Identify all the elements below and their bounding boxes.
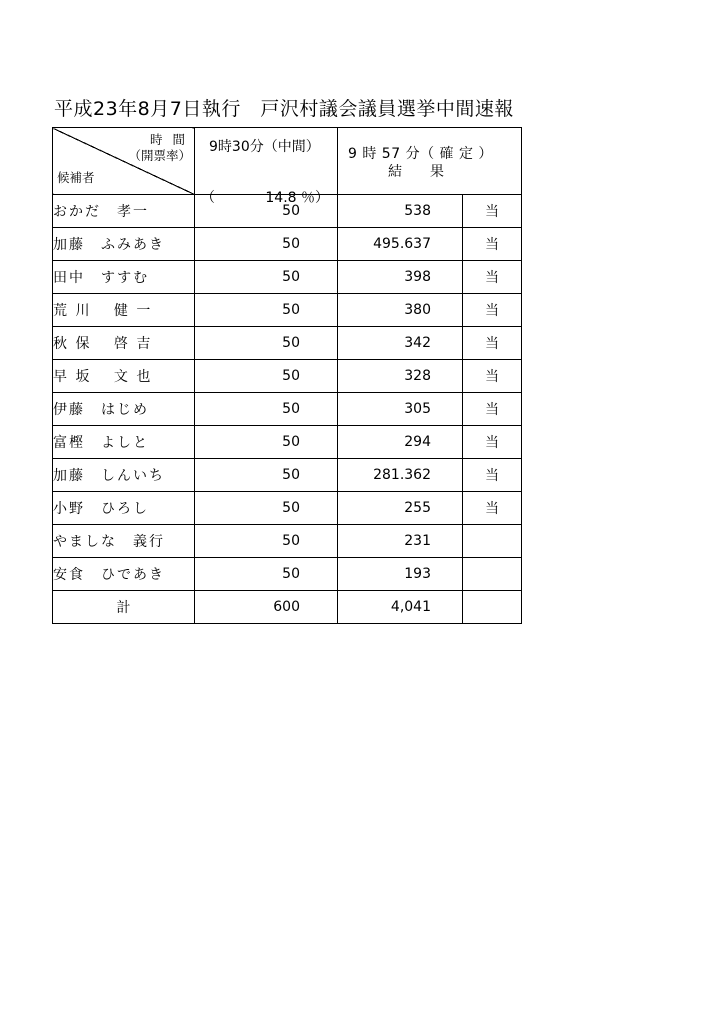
total-interim-votes: 600 bbox=[195, 591, 338, 624]
total-final-votes: 4,041 bbox=[338, 591, 463, 624]
table-row bbox=[53, 360, 522, 393]
final-votes: 398 bbox=[338, 261, 463, 294]
elected-mark: 当 bbox=[463, 459, 522, 492]
elected-mark: 当 bbox=[463, 492, 522, 525]
interim-votes: 50 bbox=[195, 261, 338, 294]
interim-rate-paren: （ bbox=[201, 190, 215, 206]
interim-time: 9時30分（中間） bbox=[209, 139, 320, 155]
elected-mark: 当 bbox=[463, 294, 522, 327]
interim-votes: 50 bbox=[195, 294, 338, 327]
table-row bbox=[53, 459, 522, 492]
page-title: 平成23年8月7日執行 戸沢村議会議員選挙中間速報 bbox=[54, 98, 514, 120]
final-votes: 328 bbox=[338, 360, 463, 393]
candidate-name: 加藤 ふみあき bbox=[53, 228, 195, 261]
interim-votes: 50 bbox=[195, 228, 338, 261]
candidate-name: 安食 ひであき bbox=[53, 558, 195, 591]
elected-mark: 当 bbox=[463, 327, 522, 360]
header-diagonal-cell bbox=[53, 128, 195, 195]
candidate-name: 荒 川 健 一 bbox=[53, 294, 195, 327]
final-votes: 495.637 bbox=[338, 228, 463, 261]
table-row bbox=[53, 558, 522, 591]
table-row bbox=[53, 228, 522, 261]
table-row bbox=[53, 393, 522, 426]
final-votes: 231 bbox=[338, 525, 463, 558]
table-row bbox=[53, 327, 522, 360]
elected-mark: 当 bbox=[463, 195, 522, 228]
table-row bbox=[53, 294, 522, 327]
interim-votes: 50 bbox=[195, 360, 338, 393]
table-row bbox=[53, 261, 522, 294]
candidate-name: 早 坂 文 也 bbox=[53, 360, 195, 393]
table-row bbox=[53, 426, 522, 459]
table-row bbox=[53, 492, 522, 525]
elected-mark: 当 bbox=[463, 261, 522, 294]
candidate-name: 小野 ひろし bbox=[53, 492, 195, 525]
interim-rate-value: 14.8 ％） bbox=[265, 190, 329, 206]
candidate-name: おかだ 孝一 bbox=[53, 195, 195, 228]
total-row bbox=[53, 591, 522, 624]
final-votes: 281.362 bbox=[338, 459, 463, 492]
final-time: 9 時 57 分（ 確 定 ） bbox=[348, 146, 493, 162]
elected-mark bbox=[463, 525, 522, 558]
header-time-label: 時 間 bbox=[150, 132, 188, 147]
final-votes: 294 bbox=[338, 426, 463, 459]
interim-votes: 50 bbox=[195, 459, 338, 492]
candidate-name: 田中 すすむ bbox=[53, 261, 195, 294]
elected-mark: 当 bbox=[463, 393, 522, 426]
candidate-name: 富樫 よしと bbox=[53, 426, 195, 459]
header-final-column bbox=[338, 128, 522, 195]
table-row bbox=[53, 525, 522, 558]
interim-votes: 50 bbox=[195, 327, 338, 360]
final-votes: 193 bbox=[338, 558, 463, 591]
interim-votes: 50 bbox=[195, 558, 338, 591]
interim-votes: 50 bbox=[195, 426, 338, 459]
interim-votes: 50 bbox=[195, 525, 338, 558]
total-mark bbox=[463, 591, 522, 624]
final-result-label: 結 果 bbox=[388, 164, 444, 180]
interim-votes: 50 bbox=[195, 195, 338, 228]
total-label: 計 bbox=[53, 591, 195, 624]
header-interim-column bbox=[195, 128, 338, 206]
results-table bbox=[52, 127, 522, 624]
final-votes: 538 bbox=[338, 195, 463, 228]
elected-mark: 当 bbox=[463, 228, 522, 261]
header-candidate-label: 候補者 bbox=[57, 170, 95, 185]
candidate-name: やましな 義行 bbox=[53, 525, 195, 558]
elected-mark bbox=[463, 558, 522, 591]
final-votes: 342 bbox=[338, 327, 463, 360]
elected-mark: 当 bbox=[463, 426, 522, 459]
interim-votes: 50 bbox=[195, 393, 338, 426]
candidate-name: 加藤 しんいち bbox=[53, 459, 195, 492]
interim-votes: 50 bbox=[195, 492, 338, 525]
candidate-name: 伊藤 はじめ bbox=[53, 393, 195, 426]
candidate-name: 秋 保 啓 吉 bbox=[53, 327, 195, 360]
final-votes: 380 bbox=[338, 294, 463, 327]
table-header-row bbox=[53, 128, 522, 195]
elected-mark: 当 bbox=[463, 360, 522, 393]
final-votes: 305 bbox=[338, 393, 463, 426]
final-votes: 255 bbox=[338, 492, 463, 525]
header-rate-label: （開票率） bbox=[128, 148, 191, 163]
